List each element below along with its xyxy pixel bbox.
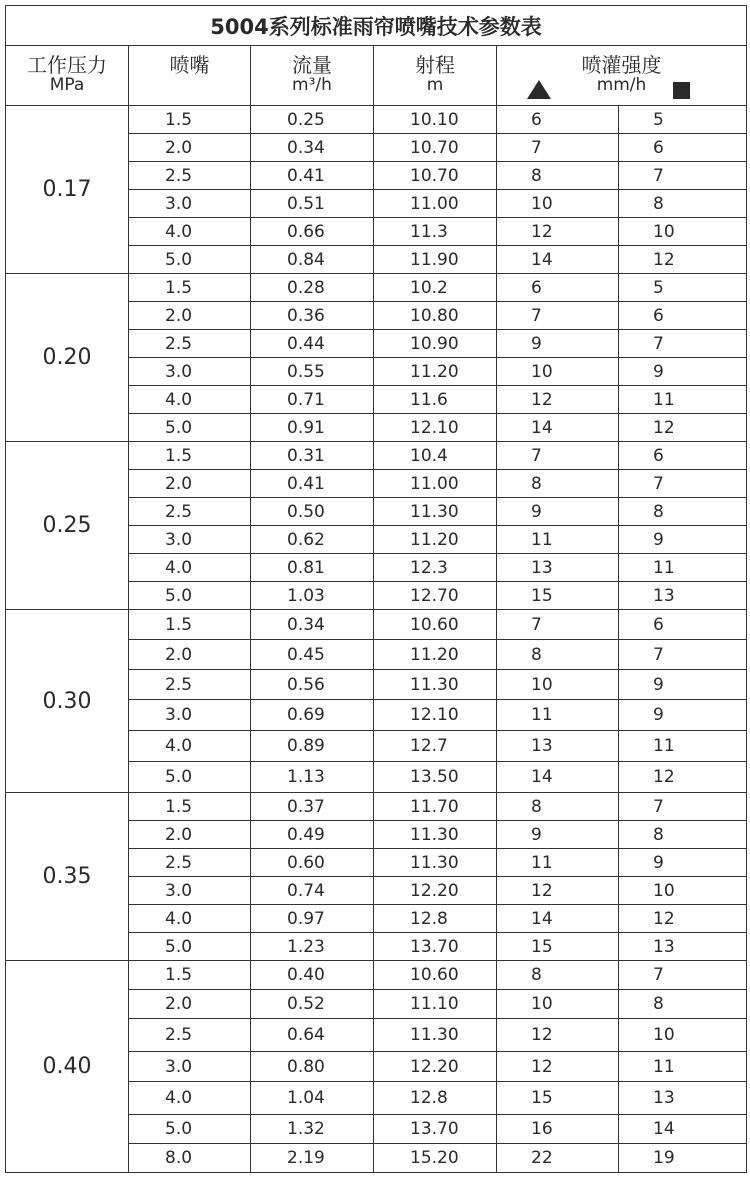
sq-cell: 5 [619,106,747,134]
nozzle-cell: 3.0 [129,700,251,731]
header-intensity [497,46,747,106]
tri-cell: 22 [497,1144,619,1173]
pressure-cell: 0.25 [6,442,129,610]
range-cell: 10.60 [374,961,497,990]
range-cell: 11.90 [374,246,497,274]
tri-cell: 15 [497,933,619,961]
range-cell: 12.20 [374,877,497,905]
flow-cell: 0.37 [251,793,374,821]
nozzle-cell: 4.0 [129,554,251,582]
sq-cell: 13 [619,582,747,610]
flow-cell: 0.45 [251,640,374,670]
flow-cell: 1.03 [251,582,374,610]
flow-cell: 0.34 [251,134,374,162]
flow-cell: 0.60 [251,849,374,877]
nozzle-cell: 5.0 [129,414,251,442]
sq-cell: 7 [619,162,747,190]
tri-cell: 8 [497,470,619,498]
tri-cell: 10 [497,670,619,700]
nozzle-cell: 2.0 [129,821,251,849]
header-intensity-label: 喷灌强度 [581,53,662,77]
pressure-cell: 0.40 [6,961,129,1173]
tri-cell: 14 [497,414,619,442]
sq-cell: 8 [619,990,747,1019]
sq-cell: 7 [619,330,747,358]
nozzle-cell: 1.5 [129,793,251,821]
flow-cell: 1.13 [251,762,374,793]
sq-cell: 9 [619,849,747,877]
flow-cell: 0.44 [251,330,374,358]
nozzle-cell: 2.5 [129,330,251,358]
sq-cell: 7 [619,793,747,821]
nozzle-cell: 5.0 [129,762,251,793]
nozzle-cell: 1.5 [129,610,251,640]
tri-cell: 16 [497,1115,619,1144]
nozzle-cell: 2.0 [129,134,251,162]
header-flow-unit: m³/h [292,75,332,95]
nozzle-cell: 2.5 [129,670,251,700]
range-cell: 11.30 [374,849,497,877]
tri-cell: 7 [497,610,619,640]
sq-cell: 6 [619,610,747,640]
tri-cell: 10 [497,358,619,386]
tri-cell: 8 [497,640,619,670]
pressure-cell: 0.35 [6,793,129,961]
flow-cell: 1.23 [251,933,374,961]
nozzle-cell: 1.5 [129,106,251,134]
nozzle-cell: 3.0 [129,1052,251,1082]
range-cell: 11.30 [374,1019,497,1052]
flow-cell: 0.91 [251,414,374,442]
tri-cell: 14 [497,905,619,933]
nozzle-cell: 2.5 [129,1019,251,1052]
flow-cell: 0.51 [251,190,374,218]
flow-cell: 0.71 [251,386,374,414]
header-flow-label: 流量 [292,53,332,77]
range-cell: 12.20 [374,1052,497,1082]
tri-cell: 8 [497,961,619,990]
flow-cell: 1.04 [251,1082,374,1115]
range-cell: 10.4 [374,442,497,470]
table-row [6,610,747,640]
tri-cell: 12 [497,218,619,246]
pressure-cell: 0.17 [6,106,129,274]
flow-cell: 0.49 [251,821,374,849]
flow-cell: 1.32 [251,1115,374,1144]
tri-cell: 10 [497,990,619,1019]
nozzle-cell: 3.0 [129,190,251,218]
sq-cell: 7 [619,470,747,498]
tri-cell: 9 [497,330,619,358]
table-body [6,106,747,1173]
spec-table [5,5,747,1173]
range-cell: 11.20 [374,640,497,670]
tri-cell: 15 [497,1082,619,1115]
tri-cell: 13 [497,731,619,762]
nozzle-cell: 1.5 [129,442,251,470]
sq-cell: 12 [619,414,747,442]
header-pressure-label: 工作压力 [27,53,107,77]
sq-cell: 12 [619,246,747,274]
flow-cell: 0.74 [251,877,374,905]
range-cell: 11.30 [374,498,497,526]
range-cell: 12.70 [374,582,497,610]
flow-cell: 0.34 [251,610,374,640]
tri-cell: 7 [497,302,619,330]
range-cell: 11.10 [374,990,497,1019]
sq-cell: 6 [619,302,747,330]
range-cell: 13.70 [374,933,497,961]
flow-cell: 0.55 [251,358,374,386]
tri-cell: 12 [497,386,619,414]
tri-cell: 13 [497,554,619,582]
flow-cell: 0.25 [251,106,374,134]
range-cell: 12.7 [374,731,497,762]
nozzle-cell: 4.0 [129,905,251,933]
tri-cell: 11 [497,526,619,554]
flow-cell: 0.52 [251,990,374,1019]
flow-cell: 0.64 [251,1019,374,1052]
range-cell: 11.3 [374,218,497,246]
flow-cell: 0.62 [251,526,374,554]
tri-cell: 9 [497,498,619,526]
sq-cell: 9 [619,670,747,700]
header-nozzle [129,46,251,106]
table-row [6,442,747,470]
nozzle-cell: 2.0 [129,990,251,1019]
table-title: 5004系列标准雨帘喷嘴技术参数表 [6,6,747,46]
flow-cell: 2.19 [251,1144,374,1173]
nozzle-cell: 5.0 [129,246,251,274]
sq-cell: 10 [619,877,747,905]
range-cell: 11.30 [374,821,497,849]
flow-cell: 0.80 [251,1052,374,1082]
flow-cell: 0.41 [251,162,374,190]
nozzle-cell: 2.0 [129,302,251,330]
tri-cell: 14 [497,246,619,274]
range-cell: 11.20 [374,526,497,554]
range-cell: 11.70 [374,793,497,821]
flow-cell: 0.50 [251,498,374,526]
sq-cell: 9 [619,526,747,554]
pressure-cell: 0.30 [6,610,129,793]
range-cell: 11.00 [374,190,497,218]
flow-cell: 0.31 [251,442,374,470]
triangle-icon [527,80,551,99]
range-cell: 10.60 [374,610,497,640]
header-range [374,46,497,106]
sq-cell: 10 [619,218,747,246]
nozzle-cell: 1.5 [129,274,251,302]
range-cell: 10.10 [374,106,497,134]
nozzle-cell: 4.0 [129,1082,251,1115]
flow-cell: 0.84 [251,246,374,274]
sq-cell: 8 [619,498,747,526]
tri-cell: 11 [497,700,619,731]
square-icon [673,82,690,99]
sq-cell: 10 [619,1019,747,1052]
flow-cell: 0.69 [251,700,374,731]
tri-cell: 7 [497,442,619,470]
nozzle-cell: 5.0 [129,582,251,610]
nozzle-cell: 3.0 [129,526,251,554]
header-range-unit: m [426,75,444,95]
sq-cell: 11 [619,386,747,414]
range-cell: 12.3 [374,554,497,582]
nozzle-cell: 2.0 [129,470,251,498]
tri-cell: 6 [497,274,619,302]
table-row [6,106,747,134]
header-intensity-unit: mm/h [596,75,647,95]
sq-cell: 8 [619,190,747,218]
sq-cell: 6 [619,134,747,162]
range-cell: 11.20 [374,358,497,386]
header-nozzle-label: 喷嘴 [169,53,210,77]
range-cell: 12.8 [374,905,497,933]
nozzle-cell: 4.0 [129,386,251,414]
tri-cell: 10 [497,190,619,218]
header-range-label: 射程 [415,53,455,77]
sq-cell: 14 [619,1115,747,1144]
header-pressure [6,46,129,106]
flow-cell: 0.81 [251,554,374,582]
range-cell: 15.20 [374,1144,497,1173]
tri-cell: 8 [497,793,619,821]
tri-cell: 12 [497,1019,619,1052]
header-pressure-unit: MPa [49,75,85,95]
sq-cell: 7 [619,640,747,670]
sq-cell: 13 [619,933,747,961]
sq-cell: 12 [619,762,747,793]
range-cell: 12.10 [374,700,497,731]
nozzle-cell: 2.0 [129,640,251,670]
sq-cell: 13 [619,1082,747,1115]
range-cell: 10.2 [374,274,497,302]
nozzle-cell: 5.0 [129,1115,251,1144]
nozzle-cell: 8.0 [129,1144,251,1173]
nozzle-cell: 2.5 [129,849,251,877]
sq-cell: 11 [619,1052,747,1082]
nozzle-cell: 2.5 [129,498,251,526]
range-cell: 10.70 [374,134,497,162]
nozzle-cell: 2.5 [129,162,251,190]
nozzle-cell: 4.0 [129,218,251,246]
sq-cell: 11 [619,731,747,762]
sq-cell: 9 [619,700,747,731]
range-cell: 10.90 [374,330,497,358]
flow-cell: 0.66 [251,218,374,246]
tri-cell: 7 [497,134,619,162]
flow-cell: 0.56 [251,670,374,700]
sq-cell: 19 [619,1144,747,1173]
nozzle-cell: 4.0 [129,731,251,762]
table-row [6,274,747,302]
range-cell: 12.8 [374,1082,497,1115]
flow-cell: 0.89 [251,731,374,762]
tri-cell: 8 [497,162,619,190]
tri-cell: 6 [497,106,619,134]
sq-cell: 8 [619,821,747,849]
nozzle-cell: 3.0 [129,877,251,905]
table-row [6,793,747,821]
tri-cell: 9 [497,821,619,849]
table-row [6,961,747,990]
range-cell: 10.80 [374,302,497,330]
tri-cell: 14 [497,762,619,793]
tri-cell: 11 [497,849,619,877]
nozzle-cell: 3.0 [129,358,251,386]
tri-cell: 15 [497,582,619,610]
pressure-cell: 0.20 [6,274,129,442]
tri-cell: 12 [497,1052,619,1082]
sq-cell: 5 [619,274,747,302]
flow-cell: 0.97 [251,905,374,933]
sq-cell: 7 [619,961,747,990]
range-cell: 11.6 [374,386,497,414]
tri-cell: 12 [497,877,619,905]
sq-cell: 6 [619,442,747,470]
range-cell: 10.70 [374,162,497,190]
flow-cell: 0.41 [251,470,374,498]
flow-cell: 0.40 [251,961,374,990]
header-flow [251,46,374,106]
range-cell: 12.10 [374,414,497,442]
flow-cell: 0.28 [251,274,374,302]
range-cell: 13.70 [374,1115,497,1144]
range-cell: 13.50 [374,762,497,793]
nozzle-cell: 5.0 [129,933,251,961]
sq-cell: 12 [619,905,747,933]
range-cell: 11.30 [374,670,497,700]
nozzle-cell: 1.5 [129,961,251,990]
flow-cell: 0.36 [251,302,374,330]
range-cell: 11.00 [374,470,497,498]
sq-cell: 9 [619,358,747,386]
sq-cell: 11 [619,554,747,582]
